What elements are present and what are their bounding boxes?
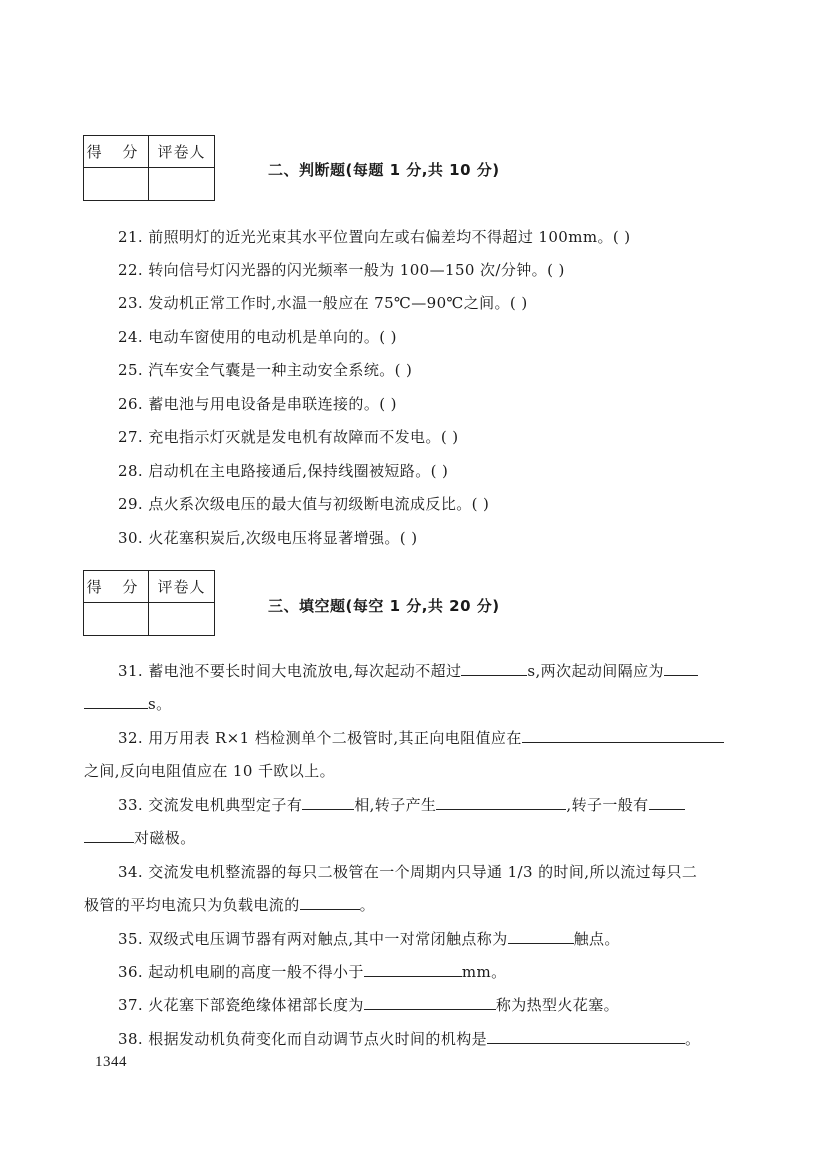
- q31-text-c: s。: [148, 695, 172, 713]
- fill-item-33-cont: [84, 827, 196, 848]
- section2-title: 二、判断题(每题 1 分,共 10 分): [268, 161, 500, 179]
- q34-text-b: 极管的平均电流只为负载电流的: [84, 896, 300, 914]
- q37-text-b: 称为热型火花塞。: [495, 996, 620, 1014]
- q32-blank-1[interactable]: [522, 727, 724, 743]
- q31-blank-1[interactable]: [461, 660, 527, 676]
- q33-text-d: 对磁极。: [134, 829, 196, 847]
- judge-item-26: 26. 蓄电池与用电设备是串联连接的。( ): [118, 395, 397, 413]
- q38-text-b: 。: [685, 1030, 701, 1048]
- judge-item-29: 29. 点火系次级电压的最大值与初级断电流成反比。( ): [118, 495, 490, 513]
- fill-item-32: [118, 727, 724, 748]
- q32-text-b: 之间,反向电阻值应在 10 千欧以上。: [84, 762, 335, 780]
- judge-item-24: 24. 电动车窗使用的电动机是单向的。( ): [118, 328, 397, 346]
- fill-item-33: [118, 794, 685, 815]
- fill-item-35: [118, 928, 620, 949]
- fill-item-31-cont: [84, 693, 172, 714]
- q33-blank-2[interactable]: [436, 794, 566, 810]
- judge-item-25: 25. 汽车安全气囊是一种主动安全系统。( ): [118, 361, 413, 379]
- judge-item-28: 28. 启动机在主电路接通后,保持线圈被短路。( ): [118, 462, 449, 480]
- score-label: 得 分: [84, 136, 149, 168]
- q37-text-a: 37. 火花塞下部瓷绝缘体裙部长度为: [118, 996, 364, 1014]
- fill-item-36: [118, 961, 506, 982]
- q33-blank-1[interactable]: [302, 794, 354, 810]
- q33-blank-3a[interactable]: [649, 794, 685, 810]
- grader-label: 评卷人: [149, 571, 215, 603]
- q38-blank-1[interactable]: [487, 1028, 685, 1044]
- score-cell[interactable]: [84, 603, 149, 636]
- score-table-section2: [83, 135, 215, 201]
- q34-text-c: 。: [359, 896, 376, 914]
- q31-text-b: s,两次起动间隔应为: [527, 662, 664, 680]
- q31-blank-2b[interactable]: [84, 693, 148, 709]
- q33-text-c: ,转子一般有: [566, 796, 649, 814]
- judge-item-27: 27. 充电指示灯灭就是发电机有故障而不发电。( ): [118, 428, 459, 446]
- score-table-section3: [83, 570, 215, 636]
- q36-text-a: 36. 起动机电刷的高度一般不得小于: [118, 963, 364, 981]
- q34-blank-1[interactable]: [300, 894, 360, 910]
- fill-item-34: 34. 交流发电机整流器的每只二极管在一个周期内只导通 1/3 的时间,所以流过每只二: [118, 863, 698, 881]
- fill-item-34-cont: [84, 894, 375, 915]
- q36-blank-1[interactable]: [364, 961, 462, 977]
- fill-item-32-cont: [84, 760, 335, 781]
- q31-text-a: 31. 蓄电池不要长时间大电流放电,每次起动不超过: [118, 662, 462, 680]
- q32-text-a: 32. 用万用表 R×1 档检测单个二极管时,其正向电阻值应在: [118, 729, 522, 747]
- judge-item-21: 21. 前照明灯的近光光束其水平位置向左或右偏差均不得超过 100mm。( ): [118, 228, 631, 246]
- score-label: 得 分: [84, 571, 149, 603]
- score-cell[interactable]: [84, 168, 149, 201]
- q36-text-b: mm。: [461, 963, 507, 981]
- q33-text-a: 33. 交流发电机典型定子有: [118, 796, 303, 814]
- section3-title: 三、填空题(每空 1 分,共 20 分): [268, 597, 500, 615]
- judge-item-23: 23. 发动机正常工作时,水温一般应在 75℃—90℃之间。( ): [118, 294, 528, 312]
- q33-text-b: 相,转子产生: [354, 796, 437, 814]
- fill-item-38: [118, 1028, 700, 1049]
- q35-text-b: 触点。: [573, 930, 620, 948]
- judge-item-22: 22. 转向信号灯闪光器的闪光频率一般为 100—150 次/分钟。( ): [118, 261, 565, 279]
- q38-text-a: 38. 根据发动机负荷变化而自动调节点火时间的机构是: [118, 1030, 488, 1048]
- grader-cell[interactable]: [149, 603, 215, 636]
- q35-blank-1[interactable]: [508, 928, 574, 944]
- judge-item-30: 30. 火花塞积炭后,次级电压将显著增强。( ): [118, 529, 418, 547]
- q35-text-a: 35. 双级式电压调节器有两对触点,其中一对常闭触点称为: [118, 930, 508, 948]
- q31-blank-2a[interactable]: [664, 660, 698, 676]
- page-number: 1344: [95, 1054, 127, 1070]
- fill-item-37: [118, 994, 619, 1015]
- q37-blank-1[interactable]: [364, 994, 496, 1010]
- grader-cell[interactable]: [149, 168, 215, 201]
- q33-blank-3b[interactable]: [84, 827, 134, 843]
- fill-item-31: [118, 660, 698, 681]
- grader-label: 评卷人: [149, 136, 215, 168]
